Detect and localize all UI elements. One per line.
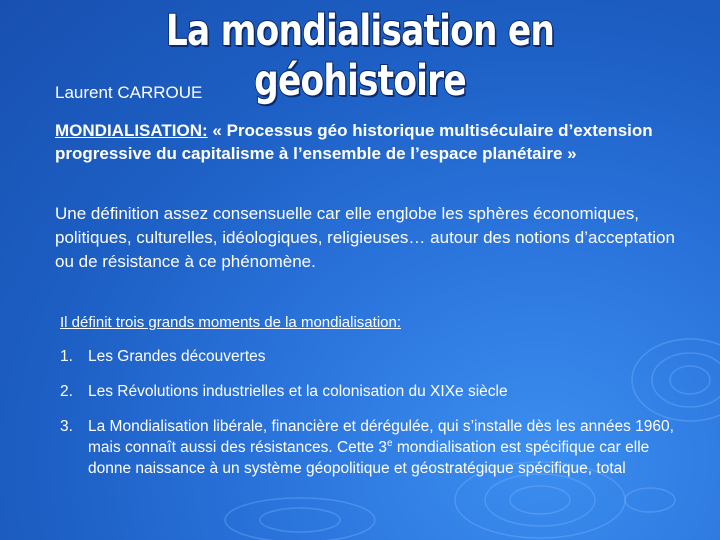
list-text: Les Grandes découvertes bbox=[88, 348, 266, 365]
list-text: Les Révolutions industrielles et la colonisation du XIXe siècle bbox=[88, 383, 508, 400]
definition-summary: Une définition assez consensuelle car elle englobe les sphères économiques, politiques, culturelles, idéologiques, religieuses… autour des notions d’acceptation ou de résistance à ce phénomène. bbox=[55, 204, 675, 271]
list-number: 2. bbox=[60, 383, 73, 400]
list-text bbox=[88, 416, 680, 479]
definition-text: « Processus géo historique multiséculaire d’extension progressive du capitalisme à l’ensemble de l’espace planétaire » bbox=[55, 121, 653, 163]
list-item bbox=[60, 346, 680, 367]
list-text-part: mondialisation est spécifique car elle donne naissance à un système géopolitique et géostratégique spécifique, total bbox=[88, 439, 650, 477]
slide-title: La mondialisation en géohistoire bbox=[165, 6, 555, 106]
list-number: 1. bbox=[60, 348, 73, 365]
definition-term: MONDIALISATION: bbox=[55, 121, 208, 140]
list-number: 3. bbox=[60, 418, 73, 435]
list-item bbox=[60, 416, 680, 479]
list-item bbox=[60, 381, 680, 402]
definition-block bbox=[55, 119, 685, 165]
moments-heading: Il définit trois grands moments de la mondialisation: bbox=[60, 314, 402, 331]
author-name: Laurent CARROUE bbox=[55, 83, 203, 102]
superscript: e bbox=[386, 437, 393, 449]
list-text-part: La Mondialisation libérale, financière et dérégulée, qui s’installe dès les années 1960, mais connaît aussi des résistances. Cette 3 bbox=[88, 418, 674, 456]
moments-list bbox=[60, 346, 680, 479]
